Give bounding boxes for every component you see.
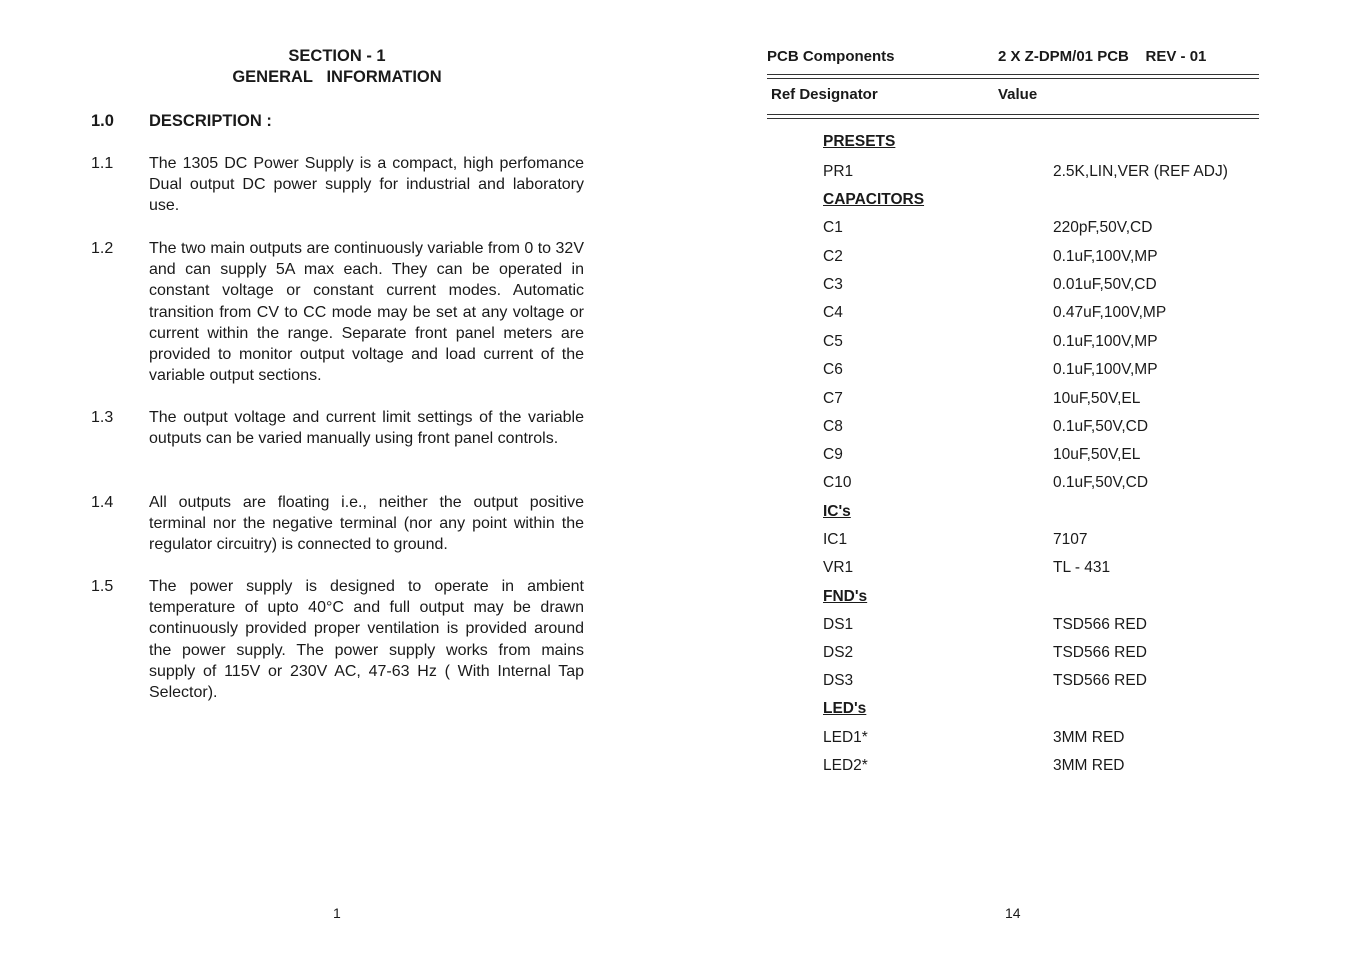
- component-value: TSD566 RED: [1053, 616, 1147, 633]
- ref-designator: C3: [823, 276, 843, 293]
- paragraph-number: 1.2: [91, 240, 114, 257]
- column-header-value: Value: [998, 86, 1038, 103]
- double-rule: [767, 74, 1259, 79]
- component-value: 2.5K,LIN,VER (REF ADJ): [1053, 163, 1228, 180]
- paragraph-number: 1.4: [91, 494, 114, 511]
- paragraph-number: 1.3: [91, 409, 114, 426]
- group-heading-capacitors: CAPACITORS: [823, 191, 925, 208]
- table-row: [823, 245, 1273, 269]
- table-row: [823, 301, 1273, 325]
- component-value: 0.1uF,100V,MP: [1053, 333, 1158, 350]
- table-row: [823, 613, 1273, 637]
- paragraph-number: 1.5: [91, 578, 114, 595]
- component-value: TSD566 RED: [1053, 672, 1147, 689]
- paragraph-number: 1.1: [91, 155, 114, 172]
- component-value: 7107: [1053, 531, 1088, 548]
- ref-designator: C5: [823, 333, 843, 350]
- component-value: 0.47uF,100V,MP: [1053, 304, 1167, 321]
- ref-designator: DS1: [823, 616, 854, 633]
- section-title: GENERAL INFORMATION: [232, 68, 442, 86]
- group-heading-ics: IC's: [823, 503, 851, 520]
- component-value: 220pF,50V,CD: [1053, 219, 1153, 236]
- section-number: SECTION - 1: [288, 47, 386, 65]
- table-row: [823, 556, 1273, 580]
- description-heading: DESCRIPTION :: [149, 112, 272, 130]
- table-row: [823, 528, 1273, 552]
- ref-designator: C9: [823, 446, 843, 463]
- ref-designator: C2: [823, 248, 843, 265]
- table-row: [823, 726, 1273, 750]
- paragraph-text: The power supply is designed to operate in ambient temperature of upto 40°C and full output may be drawn continuously provided proper ventilation is provided around the power supply. The power supply works from mains supply of 115V or 230V AC, 47-63 Hz ( With Internal Tap Selector).: [149, 578, 584, 702]
- table-row: [823, 443, 1273, 467]
- group-heading-leds: LED's: [823, 700, 867, 717]
- table-row: [823, 415, 1273, 439]
- group-heading-fnds: FND's: [823, 588, 868, 605]
- ref-designator: DS3: [823, 672, 854, 689]
- ref-designator: VR1: [823, 559, 854, 576]
- component-value: 10uF,50V,EL: [1053, 446, 1141, 463]
- page-number: 1: [333, 905, 341, 921]
- paragraph-text: The 1305 DC Power Supply is a compact, high perfomance Dual output DC power supply for industrial and laboratory use.: [149, 155, 584, 215]
- paragraph-text: The output voltage and current limit settings of the variable outputs can be varied manually using front panel controls.: [149, 409, 584, 448]
- ref-designator: LED1*: [823, 729, 868, 746]
- ref-designator: PR1: [823, 163, 854, 180]
- pcb-revision-header: 2 X Z-DPM/01 PCB REV - 01: [998, 48, 1207, 65]
- ref-designator: C6: [823, 361, 843, 378]
- ref-designator: C8: [823, 418, 843, 435]
- component-value: 0.1uF,100V,MP: [1053, 361, 1158, 378]
- group-heading-presets: PRESETS: [823, 133, 896, 150]
- table-row: [823, 216, 1273, 240]
- ref-designator: C4: [823, 304, 843, 321]
- left-page: [0, 0, 675, 954]
- paragraph-text: The two main outputs are continuously variable from 0 to 32V and can supply 5A max each. They can be operated in constant voltage or constant current modes. Automatic transition from CV to CC mode may be set at any voltage or current within the range. Separate front panel meters are provided to monitor output voltage and load current of the variable output sections.: [149, 240, 584, 385]
- ref-designator: LED2*: [823, 757, 868, 774]
- table-row: [823, 641, 1273, 665]
- component-value: 0.1uF,50V,CD: [1053, 474, 1149, 491]
- right-page: [675, 0, 1351, 954]
- component-value: 3MM RED: [1053, 757, 1125, 774]
- description-number: 1.0: [91, 112, 114, 130]
- double-rule: [767, 114, 1259, 119]
- component-value: TL - 431: [1053, 559, 1111, 576]
- table-row: [823, 160, 1273, 184]
- table-row: [823, 669, 1273, 693]
- components-header: PCB Components: [767, 48, 895, 65]
- component-value: TSD566 RED: [1053, 644, 1147, 661]
- page-number: 14: [1005, 905, 1021, 921]
- paragraph-text: All outputs are floating i.e., neither the output positive terminal nor the negative terminal (nor any point within the regulator circuitry) is connected to ground.: [149, 494, 584, 554]
- section-heading: [90, 46, 584, 88]
- component-value: 0.1uF,100V,MP: [1053, 248, 1158, 265]
- table-row: [823, 754, 1273, 778]
- ref-designator: C7: [823, 390, 843, 407]
- ref-designator: IC1: [823, 531, 848, 548]
- table-row: [823, 273, 1273, 297]
- component-value: 0.01uF,50V,CD: [1053, 276, 1157, 293]
- ref-designator: C10: [823, 474, 852, 491]
- component-value: 0.1uF,50V,CD: [1053, 418, 1149, 435]
- component-value: 10uF,50V,EL: [1053, 390, 1141, 407]
- ref-designator: DS2: [823, 644, 854, 661]
- column-header-ref: Ref Designator: [771, 86, 878, 103]
- table-row: [823, 358, 1273, 382]
- ref-designator: C1: [823, 219, 843, 236]
- component-value: 3MM RED: [1053, 729, 1125, 746]
- table-row: [823, 471, 1273, 495]
- table-row: [823, 330, 1273, 354]
- table-row: [823, 387, 1273, 411]
